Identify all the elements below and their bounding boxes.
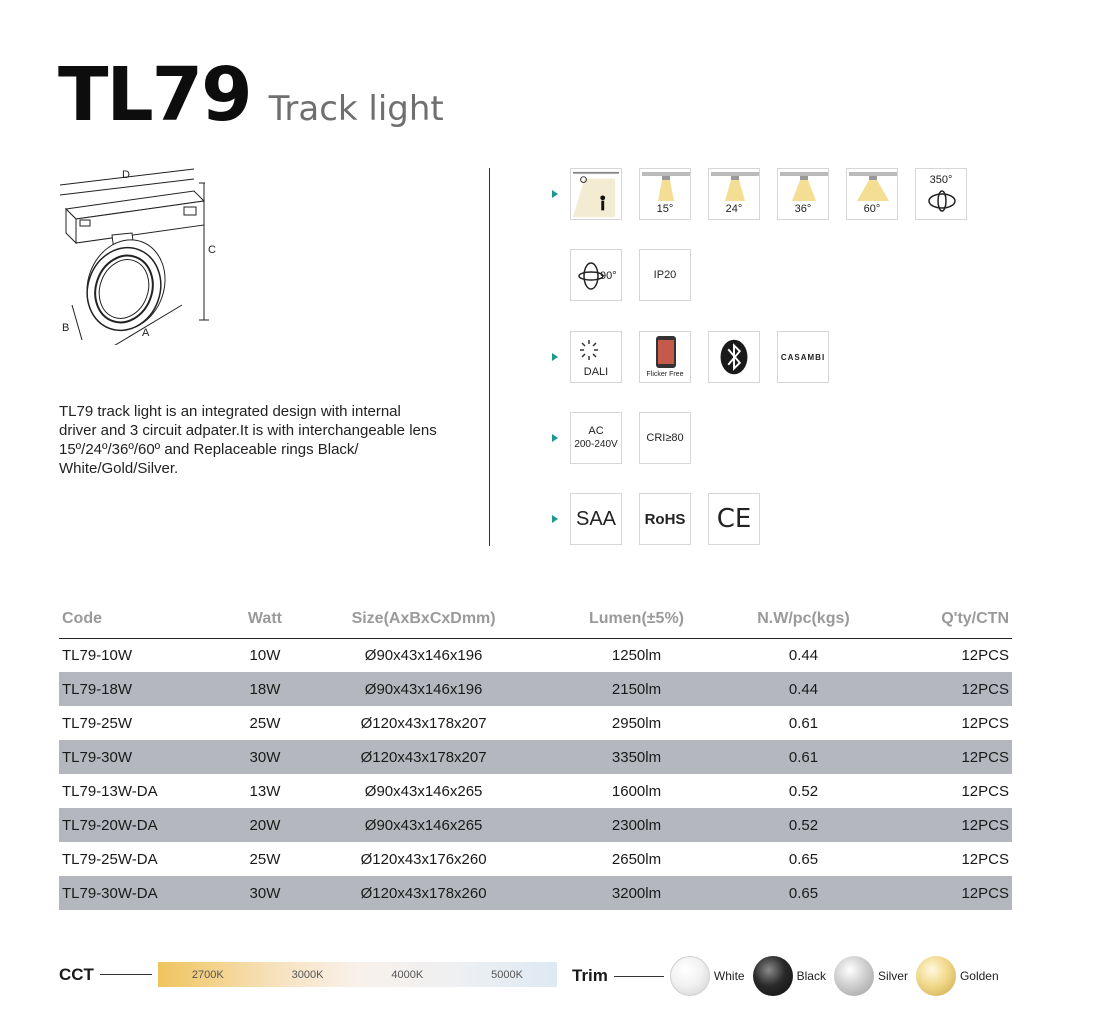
beam-60-icon [846, 168, 898, 220]
rotate-350-label: 350° [929, 174, 953, 186]
cell-watt: 13W [249, 782, 281, 800]
trim-white-swatch [670, 956, 710, 996]
application-icon [570, 168, 622, 220]
cell-watt: 30W [235, 740, 296, 774]
cell-watt: 25W [249, 850, 281, 868]
ce-label: CE [716, 504, 752, 534]
casambi-label: CASAMBI [780, 352, 826, 362]
cell-lumen: 2150lm [552, 672, 721, 706]
beam-15-icon [639, 168, 691, 220]
cct-4000k: 4000K [391, 968, 424, 981]
cell-lumen: 1250lm [611, 646, 662, 664]
trim-black-label: Black [796, 969, 826, 983]
rotate-350-icon [915, 168, 967, 220]
cell-lumen: 2650lm [611, 850, 662, 868]
ip20-icon [639, 249, 691, 301]
ip20-label: IP20 [653, 268, 677, 281]
row-arrow-icon [552, 190, 558, 198]
flicker-free-label: Flicker Free [646, 371, 684, 378]
dim-a-label: A [142, 327, 150, 339]
trim-black-swatch [753, 956, 793, 996]
rohs-label: RoHS [644, 510, 686, 528]
cell-qty: 12PCS [886, 876, 1012, 910]
cell-watt: 10W [249, 646, 281, 664]
cct-rule [100, 974, 152, 975]
cell-lumen: 1600lm [611, 782, 662, 800]
icon-row-power [552, 412, 708, 464]
header-watt: Watt [235, 600, 296, 638]
cell-weight: 0.44 [721, 672, 886, 706]
table-row [59, 672, 1012, 706]
dim-c-label: C [208, 244, 216, 256]
header-code: Code [59, 600, 235, 638]
cell-qty: 12PCS [886, 672, 1012, 706]
cell-code: TL79-25W-DA [62, 850, 158, 868]
table-row [59, 842, 1012, 876]
beam-36-label: 36° [794, 203, 812, 215]
cct-5000k: 5000K [491, 968, 523, 981]
cell-watt: 30W [235, 876, 296, 910]
cell-size: Ø90x43x146x265 [364, 782, 483, 800]
cct-label: CCT [59, 964, 94, 984]
cell-qty: 12PCS [961, 646, 1009, 664]
row-arrow-icon [552, 353, 558, 361]
saa-icon [570, 493, 622, 545]
beam-60-label: 60° [863, 203, 881, 215]
cell-lumen: 3200lm [552, 876, 721, 910]
cell-code: TL79-30W-DA [59, 876, 235, 910]
table-header-row [59, 600, 1012, 638]
cell-watt: 18W [235, 672, 296, 706]
header-size: Size(AxBxCxDmm) [295, 600, 552, 638]
trim-legend [572, 956, 1007, 996]
cell-weight: 0.52 [721, 808, 886, 842]
dim-d-label: D [122, 169, 130, 181]
cell-code: TL79-25W [62, 714, 133, 732]
spec-table [59, 600, 1012, 910]
beam-24-label: 24° [725, 203, 743, 215]
cri-label: CRI≥80 [646, 431, 684, 444]
rotate-90-label: 90° [600, 270, 617, 282]
trim-golden-swatch [916, 956, 956, 996]
icon-row-cert [552, 493, 777, 545]
cell-lumen: 2300lm [552, 808, 721, 842]
table-row [59, 638, 1012, 672]
row-arrow-icon [552, 515, 558, 523]
casambi-icon [777, 331, 829, 383]
cell-qty: 12PCS [961, 782, 1009, 800]
rotate-90-icon [570, 249, 622, 301]
cct-gradient-bar [158, 962, 557, 987]
cell-lumen: 2950lm [611, 714, 662, 732]
beam-24-icon [708, 168, 760, 220]
cell-code: TL79-13W-DA [62, 782, 158, 800]
table-row [59, 740, 1012, 774]
cell-watt: 25W [249, 714, 281, 732]
icon-row-control [552, 331, 846, 383]
table-row [59, 774, 1012, 808]
cct-2700k: 2700K [191, 968, 224, 981]
cell-size: Ø90x43x146x196 [295, 672, 552, 706]
trim-label: Trim [572, 966, 608, 985]
cri-icon [639, 412, 691, 464]
table-row [59, 808, 1012, 842]
ce-icon [708, 493, 760, 545]
cell-code: TL79-18W [59, 672, 235, 706]
trim-golden-label: Golden [959, 969, 999, 983]
cell-weight: 0.61 [788, 714, 819, 732]
cell-code: TL79-10W [62, 646, 133, 664]
cct-3000k: 3000K [291, 968, 324, 981]
cell-lumen: 3350lm [552, 740, 721, 774]
divider [489, 168, 490, 546]
cell-qty: 12PCS [961, 714, 1009, 732]
header-weight: N.W/pc(kgs) [721, 600, 886, 638]
cell-weight: 0.65 [788, 850, 819, 868]
product-code: TL79 [58, 52, 251, 138]
header-lumen: Lumen(±5%) [552, 600, 721, 638]
icon-row-beam [552, 168, 984, 220]
cell-weight: 0.52 [788, 782, 819, 800]
cell-size: Ø120x43x178x260 [295, 876, 552, 910]
rohs-icon [639, 493, 691, 545]
cell-code: TL79-20W-DA [59, 808, 235, 842]
saa-label: SAA [575, 507, 617, 530]
product-description: TL79 track light is an integrated design with internal driver and 3 circuit adpater.It is with interchangeable lens 15º/24º/36º/60º and Replaceable rings Black/ White/Gold/Silver. [59, 403, 437, 477]
table-row [59, 876, 1012, 910]
beam-36-icon [777, 168, 829, 220]
dim-b-label: B [62, 322, 70, 334]
flicker-free-icon [639, 331, 691, 383]
cell-size: Ø120x43x176x260 [360, 850, 487, 868]
trim-white-label: White [713, 969, 745, 983]
cct-legend [59, 962, 557, 987]
trim-silver-swatch [834, 956, 874, 996]
cell-qty: 12PCS [961, 850, 1009, 868]
title [58, 52, 444, 138]
voltage-label: 200-240V [574, 439, 618, 450]
beam-15-label: 15° [656, 203, 674, 215]
trim-rule [614, 976, 664, 977]
bluetooth-icon [708, 331, 760, 383]
ac-voltage-icon [570, 412, 622, 464]
table-row [59, 706, 1012, 740]
cell-size: Ø120x43x178x207 [295, 740, 552, 774]
cell-weight: 0.65 [721, 876, 886, 910]
dali-label: DALI [583, 366, 609, 378]
row-arrow-icon [552, 434, 558, 442]
cell-size: Ø90x43x146x265 [295, 808, 552, 842]
header-qty: Q'ty/CTN [886, 600, 1012, 638]
cell-qty: 12PCS [886, 740, 1012, 774]
cell-qty: 12PCS [886, 808, 1012, 842]
dali-icon [570, 331, 622, 383]
product-drawing [54, 165, 244, 345]
cell-size: Ø120x43x178x207 [360, 714, 487, 732]
cell-code: TL79-30W [59, 740, 235, 774]
trim-silver-label: Silver [877, 969, 908, 983]
ac-label: AC [588, 425, 604, 437]
cell-weight: 0.44 [788, 646, 819, 664]
cell-weight: 0.61 [721, 740, 886, 774]
cell-watt: 20W [235, 808, 296, 842]
product-subtitle: Track light [268, 89, 444, 129]
icon-row-tilt [552, 249, 708, 301]
cell-size: Ø90x43x146x196 [364, 646, 483, 664]
